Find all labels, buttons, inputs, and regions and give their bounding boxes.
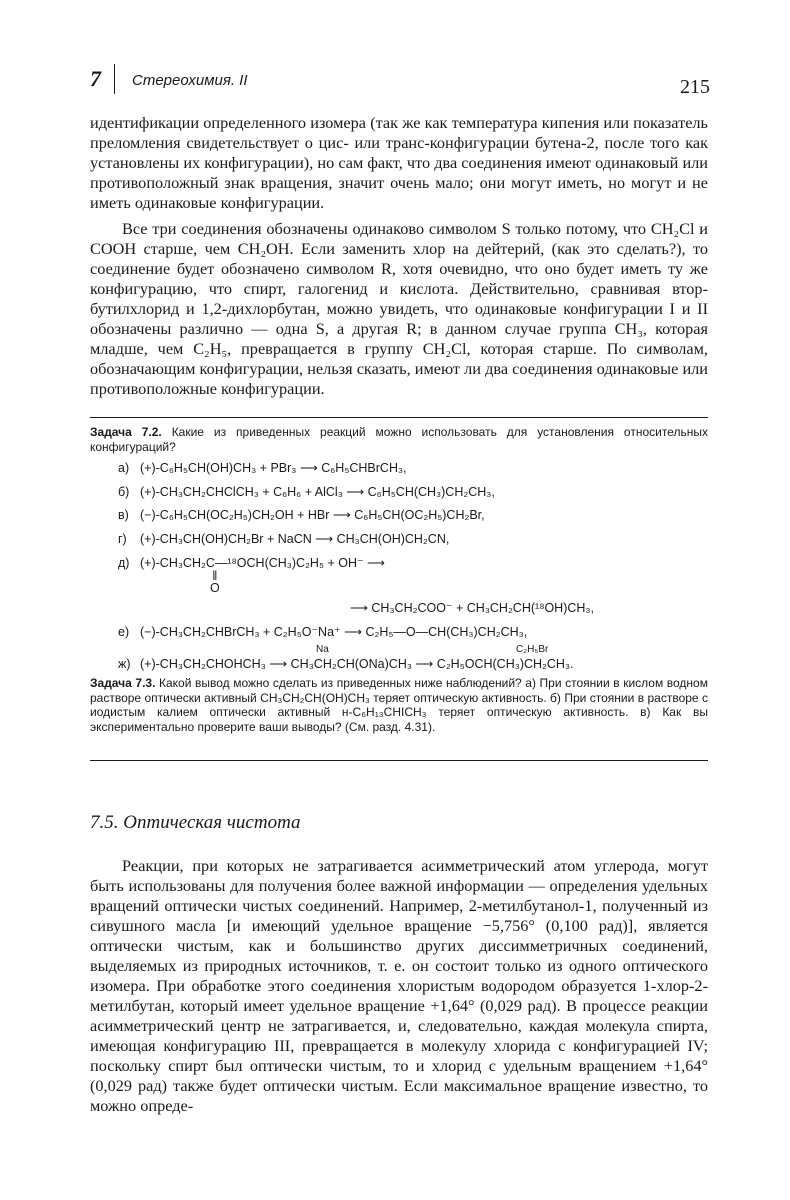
reaction-equation: (+)-CH₃CH₂C—¹⁸OCH(CH₃)C₂H₅ + OH⁻ ⟶ [140,556,385,570]
reaction-letter: ж) [118,657,131,671]
problem-7-2 [90,425,708,454]
reaction-letter: г) [118,532,127,546]
section-text [90,856,708,1116]
section-title: 7.5. Оптическая чистота [90,812,301,833]
problem-7-3-label: Задача 7.3. [90,676,156,690]
reaction-equation: (+)-CH₃CH(OH)CH₂Br + NaCN ⟶ CH₃CH(OH)CH₂CN, [140,532,450,546]
reaction-equation: (−)-CH₃CH₂CHBrCH₃ + C₂H₅O⁻Na⁺ ⟶ C₂H₅—O—CH(CH₃)CH₂CH₃, [140,625,528,639]
running-title: Стереохимия. II [132,72,248,89]
problem-top-rule [90,417,708,418]
reaction-equation: (−)-C₆H₅CH(OC₂H₅)CH₂OH + HBr ⟶ C₆H₅CH(OC₂H₅)CH₂Br, [140,508,485,522]
problem-7-3 [90,676,708,734]
reagent-sodium: Na [316,644,329,655]
reaction-equation: (+)-CH₃CH₂CHClCH₃ + C₆H₆ + AlCl₃ ⟶ C₆H₅CH(CH₃)CH₂CH₃, [140,485,495,499]
header-divider [114,64,115,94]
page-number: 215 [680,76,710,98]
problem-7-2-label: Задача 7.2. [90,425,162,439]
reaction-v [118,507,485,522]
problem-7-2-text: Какие из приведенных реакций можно использовать для установления относительных конфигураций? [90,425,708,454]
reaction-letter: е) [118,625,130,639]
reaction-g [118,531,449,546]
reaction-d [118,555,385,570]
reaction-a [118,460,407,475]
reaction-equation: (+)-CH₃CH₂CHOHCH₃ ⟶ CH₃CH₂CH(ONa)CH₃ ⟶ C₂H₅OCH(CH₃)CH₂CH₃. [140,657,574,671]
reaction-equation: ⟶ CH₃CH₂COO⁻ + CH₃CH₂CH(¹⁸OH)CH₃, [350,601,594,615]
reagent-ethyl-bromide: C₂H₅Br [516,644,549,655]
reaction-letter: д) [118,556,130,570]
carbonyl-oxygen: O [210,581,220,595]
reaction-b [118,484,495,499]
problem-7-3-text: Какой вывод можно сделать из приведенных ниже наблюдений? а) При стоянии в кислом водном растворе оптически активный CH₃CH₂CH(OH)CH₃ теряет оптическую активность. б) При стоянии в растворе с иодистым калием оптически активный н-C₆H₁₃CHICH₃ теряет оптическую активность. в) Как вы экспериментально проверите ваши выводы? (См. разд. 4.31). [90,676,708,734]
page-header [90,62,710,102]
intro-paragraph-2: Все три соединения обозначены одинаково символом S только потому, что CH₂Cl и COOH старше, чем CH₂OH. Если заменить хлор на дейтерий, (как это сделать?), то соединение будет обозначено символом R, хотя очевидно, что оно будет иметь ту же конфигурацию, что спирт, галогенид и кислота. Действительно, сравнивая втор-бутилхлорид и 1,2-дихлорбутан, можно увидеть, что одинаковые конфигурации I и II обозначены различно — одна S, а другая R; в данном случае группа CH₃, которая младше, чем C₂H₅, превращается в группу CH₂Cl, которая старше. По символам, обозначающим конфигурации, нельзя сказать, имеют ли два соединения одинаковые или противоположные конфигурации. [90,219,708,398]
carbonyl-double-bond: ‖ [212,569,218,583]
reaction-letter: б) [118,485,130,499]
intro-paragraph-1: идентификации определенного изомера (так же как температура кипения или показатель преломления свидетельствует о цис- или транс-конфигурации бутена-2, после того как установлены их конфигурации), но сам факт, что два соединения имеют одинаковый или противоположный знак вращения, значит очень мало; они могут иметь, но могут и не иметь одинаковые конфигурации. [90,113,708,212]
reaction-e [118,624,527,639]
reaction-equation: (+)-C₆H₅CH(OH)CH₃ + PBr₃ ⟶ C₆H₅CHBrCH₃, [140,461,407,475]
section-paragraph-1: Реакции, при которых не затрагивается асимметрический атом углерода, могут быть использованы для получения более важной информации — определения удельных вращений оптически чистых соединений. Например, 2-метилбутанол-1, полученный из сивушного масла [и имеющий удельное вращение −5,756° (0,100 рад)], является оптически чистым, как и большинство других диссимметричных соединений, выделяемых из природных источников, т. е. он состоит только из одного оптического изомера. При обработке этого соединения хлористым водородом образуется 1-хлор-2-метилбутан, который имеет удельное вращение +1,64° (0,029 рад). В процессе реакции асимметрический центр не затрагивается, и, следовательно, каждая молекула спирта, имеющая конфигурацию III, превращается в молекулу хлорида с конфигурацией IV; поскольку спирт был оптически чистым, то и хлорид с удельным вращением +1,64° (0,029 рад) также будет оптически чистым. Если максимальное вращение известно, то можно опреде- [90,856,708,1115]
reaction-d-products [350,600,594,615]
reaction-letter: а) [118,461,130,475]
intro-text [90,113,708,399]
problem-bottom-rule [90,760,708,761]
reaction-zh [118,656,574,671]
carbonyl-group [210,570,220,594]
chapter-number: 7 [90,66,101,91]
reaction-letter: в) [118,508,129,522]
